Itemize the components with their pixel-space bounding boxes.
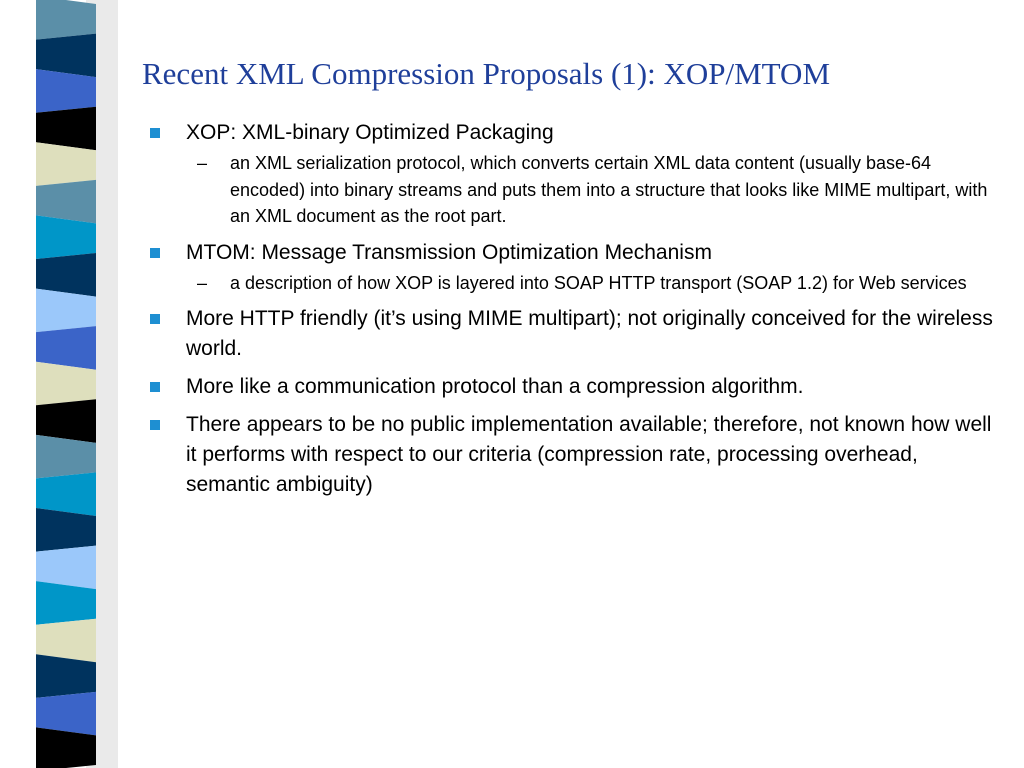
sub-bullet-item: [150, 150, 1000, 230]
bullet-text: More like a communication protocol than a compression algorithm.: [186, 375, 804, 398]
bullet-item: [150, 410, 1000, 500]
sub-bullet-text: a description of how XOP is layered into SOAP HTTP transport (SOAP 1.2) for Web services: [230, 272, 967, 293]
square-bullet-icon: [150, 248, 160, 258]
square-bullet-icon: [150, 420, 160, 430]
sub-bullet-text: an XML serialization protocol, which converts certain XML data content (usually base-64 encoded) into binary streams and puts them into a structure that looks like MIME multipart, with an XML document as the root part.: [230, 153, 988, 226]
sub-bullet-item: [150, 270, 1000, 297]
square-bullet-icon: [150, 314, 160, 324]
bullet-item: [150, 372, 1000, 402]
slide-title: Recent XML Compression Proposals (1): XOP/MTOM: [142, 56, 831, 91]
square-bullet-icon: [150, 128, 160, 138]
stripe-pattern: [0, 0, 118, 768]
bullet-item: [150, 304, 1000, 364]
bullet-item: [150, 118, 1000, 148]
dash-bullet-icon: –: [197, 272, 208, 293]
stripe-band: [36, 0, 96, 40]
bullet-text: There appears to be no public implementation available; therefore, not known how well it performs with respect to our criteria (compression rate, processing overhead, semantic ambiguity): [186, 413, 992, 496]
bullet-text: More HTTP friendly (it’s using MIME multipart); not originally conceived for the wireless world.: [186, 307, 993, 360]
dash-bullet-icon: –: [197, 153, 208, 173]
bullet-item: [150, 238, 1000, 268]
decorative-stripe-column: [0, 0, 118, 768]
bullet-text: MTOM: Message Transmission Optimization Mechanism: [186, 240, 712, 264]
square-bullet-icon: [150, 382, 160, 392]
bullet-text: XOP: XML-binary Optimized Packaging: [186, 121, 554, 144]
slide-body: [150, 118, 1000, 500]
